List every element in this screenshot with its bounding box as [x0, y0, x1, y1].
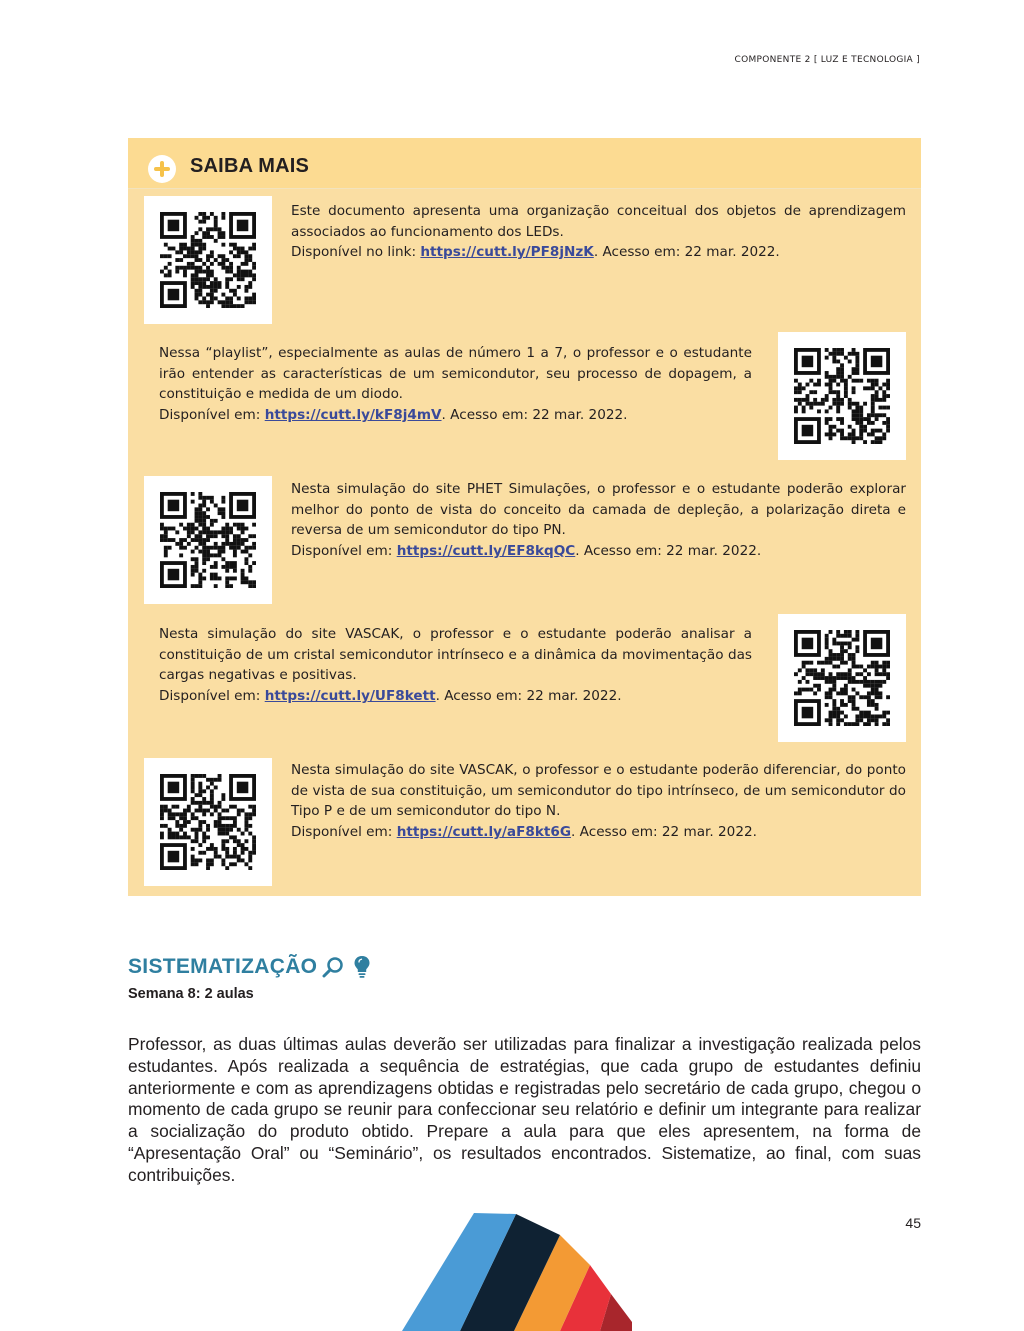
resource-link-1[interactable]: https://cutt.ly/PF8jNzK — [420, 244, 594, 261]
qr-code-4[interactable] — [778, 614, 906, 742]
resource-description: Nesta simulação do site VASCAK, o professor e o estudante poderão diferenciar, do ponto de vista de sua constituição, um semicondutor do tipo intrínseco, de um semicondutor do Tipo P e de um semicondutor do tipo N. — [291, 762, 906, 820]
access-date: . Acesso em: 22 mar. 2022. — [571, 823, 757, 840]
magnifier-icon — [322, 956, 344, 978]
saiba-mais-header — [128, 138, 921, 189]
resource-item-1 — [291, 201, 906, 263]
qr-code-5[interactable] — [144, 758, 272, 886]
body-paragraph: Professor, as duas últimas aulas deverão ser utilizadas para finalizar a investigação realizada pelos estudantes. Após realizada a sequência de estratégias, que cada grupo de estudantes definiu anteriormente e com as aprendizagens obtidas e registradas pelo secretário de cada grupo, chegou o momento de cada grupo se reunir para confeccionar seu relatório e definir um integrante para realizar a socialização do produto obtido. Prepare a aula para que eles apresentem, na forma de “Apresentação Oral” ou “Seminário”, os resultados encontrados. Sistematize, ao final, com suas contribuições. — [128, 1034, 921, 1185]
resource-item-5 — [291, 760, 906, 842]
resource-description: Nesta simulação do site VASCAK, o professor e o estudante poderão analisar a constituição de um cristal semicondutor intrínseco e a dinâmica da movimentação das cargas negativas e positivas. — [159, 626, 752, 684]
qr-code-1[interactable] — [144, 196, 272, 324]
available-label: Disponível em: — [159, 406, 265, 423]
lightbulb-icon — [353, 955, 371, 979]
access-date: . Acesso em: 22 mar. 2022. — [575, 542, 762, 559]
week-label: Semana 8: 2 aulas — [128, 986, 254, 1002]
access-date: . Acesso em: 22 mar. 2022. — [441, 406, 628, 423]
resource-item-2 — [159, 343, 752, 425]
saiba-mais-box — [128, 138, 921, 896]
decorative-stripes — [400, 1210, 640, 1331]
resource-description: Este documento apresenta uma organização conceitual dos objetos de aprendizagem associados ao funcionamento dos LEDs. — [291, 203, 906, 240]
running-header: COMPONENTE 2 [ LUZ E TECNOLOGIA ] — [734, 55, 920, 65]
resource-link-5[interactable]: https://cutt.ly/aF8kt6G — [396, 823, 572, 840]
resource-link-2[interactable]: https://cutt.ly/kF8j4mV — [264, 406, 442, 423]
resource-link-3[interactable]: https://cutt.ly/EF8kqQC — [396, 542, 576, 559]
section-title: SISTEMATIZAÇÃO — [128, 955, 318, 978]
available-label: Disponível em: — [291, 542, 397, 559]
resource-description: Nesta simulação do site PHET Simulações, o professor e o estudante poderão explorar melhor do ponto de vista do conceito da camada de depleção, a polarização direta e reversa de um semicondutor do tipo PN. — [291, 481, 906, 539]
qr-code-3[interactable] — [144, 476, 272, 604]
available-label: Disponível no link: — [291, 244, 421, 261]
available-label: Disponível em: — [159, 687, 265, 704]
page-number: 45 — [905, 1215, 921, 1231]
resource-link-4[interactable]: https://cutt.ly/UF8kett — [264, 687, 436, 704]
access-date: . Acesso em: 22 mar. 2022. — [593, 244, 780, 261]
access-date: . Acesso em: 22 mar. 2022. — [435, 687, 622, 704]
available-label: Disponível em: — [291, 823, 397, 840]
resource-description: Nessa “playlist”, especialmente as aulas de número 1 a 7, o professor e o estudante irão entender as características de um semicondutor, seu processo de dopagem, a constituição e medida de um diodo. — [159, 345, 752, 403]
plus-circle-icon — [148, 155, 176, 183]
saiba-mais-title: SAIBA MAIS — [190, 155, 310, 177]
resource-item-3 — [291, 479, 906, 561]
resource-item-4 — [159, 624, 752, 706]
qr-code-2[interactable] — [778, 332, 906, 460]
